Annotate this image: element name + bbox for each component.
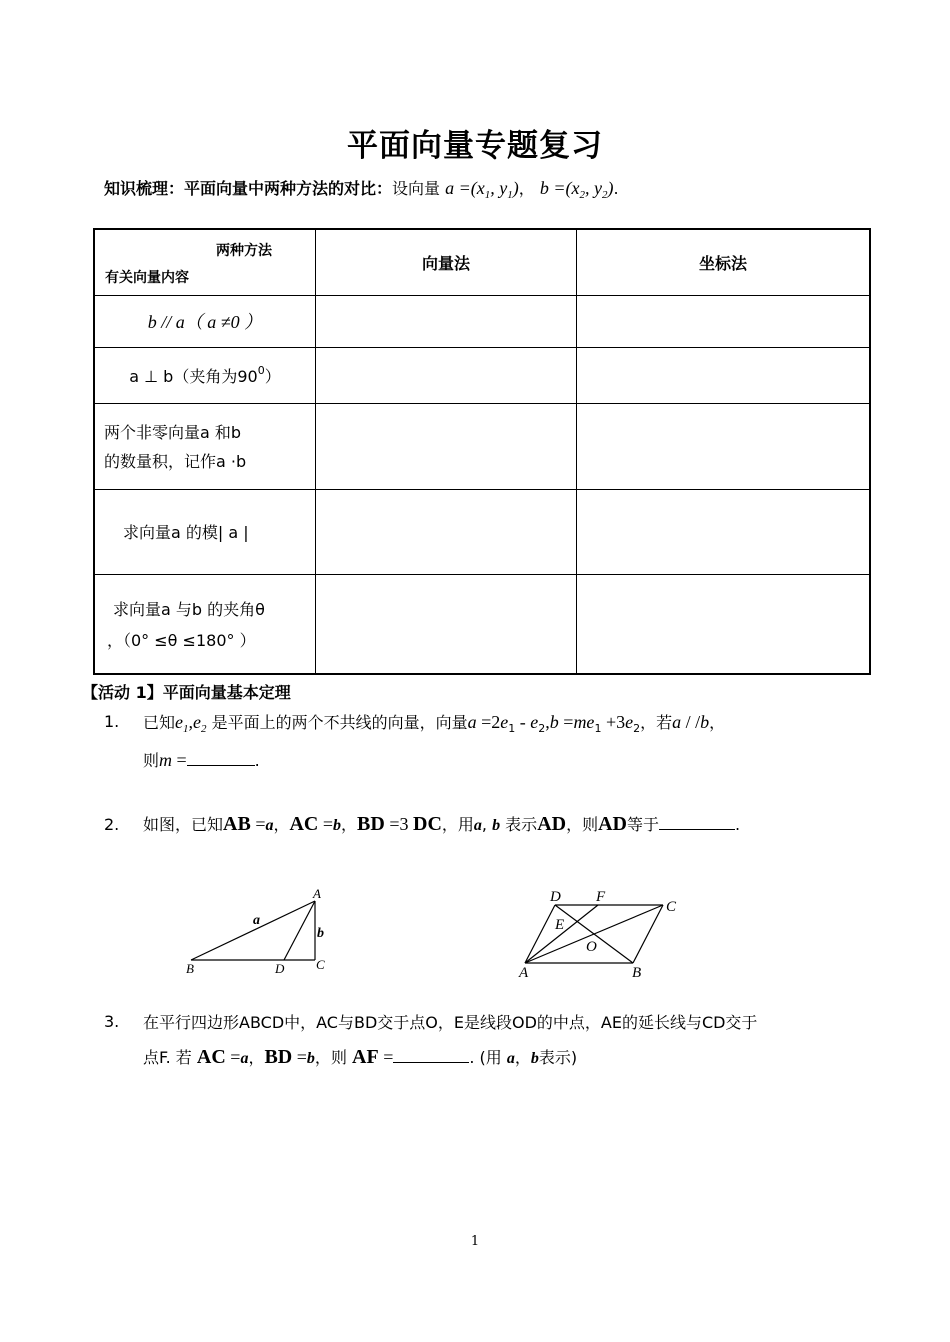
row-text: 求向量a 与b 的夹角θ (113, 599, 265, 619)
answer-blank[interactable] (187, 765, 255, 766)
row-label-parallel (94, 295, 316, 347)
q2-number: 2. (104, 815, 120, 834)
row-text: 求向量a 的模| a | (123, 523, 249, 542)
intro-label: 知识梳理：平面向量中两种方法的对比： (104, 179, 393, 198)
section-heading: 【活动 1】平面向量基本定理 (82, 683, 291, 702)
q1-line1: 已知$e_1,e_2$ 是平面上的两个不共线的向量，向量$a =2e_1 - e_2,b =me_1 +3e_2$，若a / /b， (143, 712, 726, 735)
table-cell[interactable] (316, 295, 577, 347)
comparison-table (93, 228, 871, 675)
triangle-figure (180, 885, 340, 980)
vertex-label-d: D (550, 889, 561, 905)
edge-label-a: a (253, 913, 260, 928)
corner-bottom-label: 有关向量内容 (105, 269, 189, 286)
vertex-label-b: B (632, 965, 642, 981)
row-text: 两个非零向量a 和b (104, 423, 242, 442)
parallelogram-figure (505, 883, 705, 983)
answer-blank[interactable] (659, 829, 735, 830)
table-cell[interactable] (316, 489, 577, 574)
table-cell[interactable] (577, 295, 871, 347)
q3-line2: 点F. 若 AC =a，BD =b，则 AF = . (用 a，b表示) (143, 1046, 578, 1068)
row-text: a ⊥ b（夹角为90 (129, 366, 258, 386)
vertex-label-d: D (275, 961, 285, 976)
table-cell[interactable] (577, 489, 871, 574)
q1-line2: 则m = . (143, 750, 260, 770)
point-label-o: O (586, 939, 597, 955)
edge-label-b: b (317, 926, 324, 941)
row-text: b // a（ a ≠0 ） (147, 312, 263, 332)
col-header-coord: 坐标法 (577, 229, 871, 295)
row-label-angle (94, 574, 316, 674)
table-cell[interactable] (316, 403, 577, 489)
row-label-dot-product (94, 403, 316, 489)
vertex-label-a: A (313, 886, 321, 901)
page-title: 平面向量专题复习 (347, 128, 603, 164)
vertex-label-c: C (316, 957, 325, 972)
answer-blank[interactable] (393, 1062, 469, 1063)
table-cell[interactable] (577, 403, 871, 489)
intro-line: 知识梳理：平面向量中两种方法的对比：设向量 $a =(x_1$, $y_1$)， $b =(x_2$, $y_2$). (104, 178, 619, 201)
table-corner-cell (94, 229, 316, 295)
point-label-f: F (596, 889, 606, 905)
point-label-e: E (555, 917, 565, 933)
q3-number: 3. (104, 1012, 120, 1031)
vertex-label-b: B (186, 961, 194, 976)
table-cell[interactable] (577, 574, 871, 674)
intro-lead: 设向量 (392, 179, 441, 198)
q2-line: 如图，已知AB =a，AC =b，BD =3 DC，用a, b 表示AD，则AD等于 . (143, 813, 741, 835)
row-label-magnitude (94, 489, 316, 574)
row-label-perpendicular: a ⊥ b（夹角为$90^0$） (94, 347, 316, 403)
vector-b-def: $b =(x_2$, $y_2$) (539, 178, 614, 201)
table-cell[interactable] (316, 574, 577, 674)
row-text: ，（0° ≤θ ≤180° ） (107, 630, 256, 650)
page-number: 1 (470, 1234, 480, 1249)
col-header-vector: 向量法 (316, 229, 577, 295)
row-text: 的数量积，记作a ·b (104, 452, 247, 471)
vertex-label-c: C (666, 899, 677, 915)
table-cell[interactable] (577, 347, 871, 403)
q1-number: 1. (104, 712, 120, 731)
vector-a-def: $a =(x_1$, $y_1$) (445, 178, 519, 201)
corner-top-label: 两种方法 (216, 243, 272, 259)
vertex-label-a: A (519, 965, 529, 981)
q3-line1: 在平行四边形ABCD中，AC与BD交于点O，E是线段OD的中点，AE的延长线与CD交于 (143, 1013, 758, 1032)
table-cell[interactable] (316, 347, 577, 403)
